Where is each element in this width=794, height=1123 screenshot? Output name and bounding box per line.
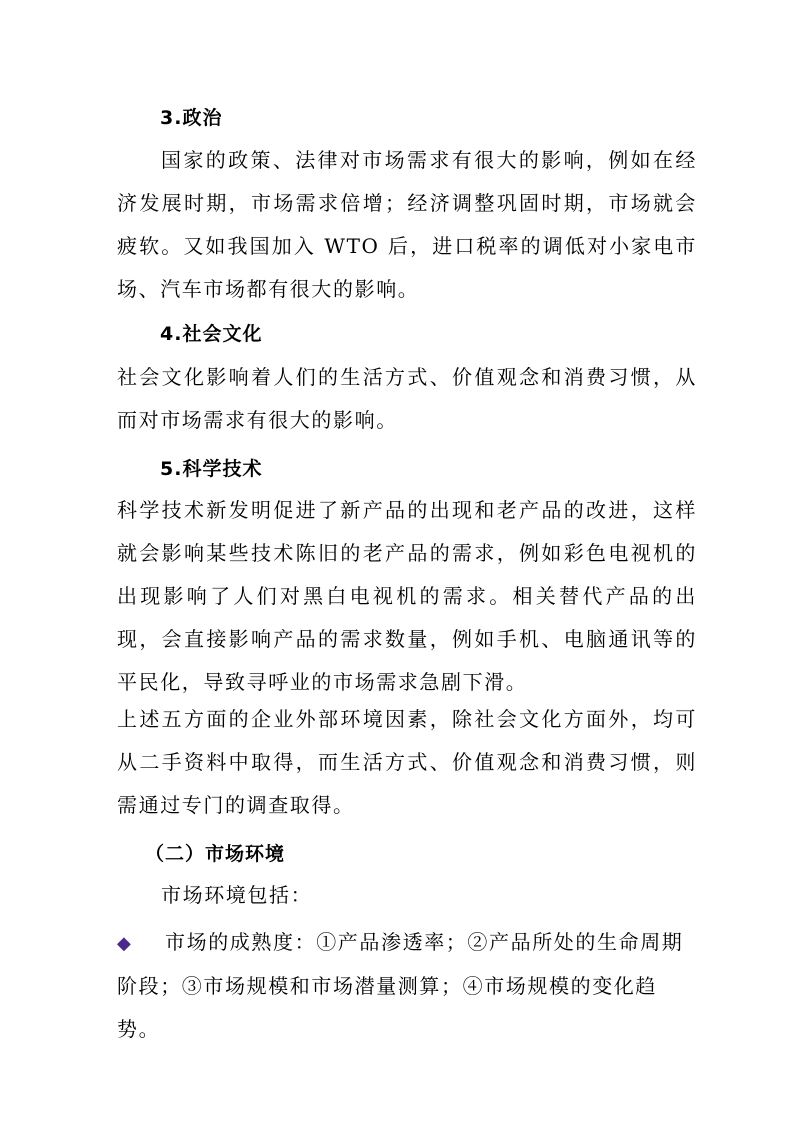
section-heading-market: （二）市场环境 bbox=[145, 843, 286, 865]
section-heading-technology: 5.科学技术 bbox=[160, 458, 263, 480]
section-heading-politics: 3.政治 bbox=[160, 107, 223, 129]
paragraph-summary: 上述五方面的企业外部环境因素，除社会文化方面外，均可从二手资料中取得，而生活方式、价值观念和消费习惯，则需通过专门的调查取得。 bbox=[117, 707, 697, 817]
paragraph-technology: 科学技术新发明促进了新产品的出现和老产品的改进，这样就会影响某些技术陈旧的老产品的需求，例如彩色电视机的出现影响了人们对黑白电视机的需求。相关替代产品的出现，会直接影响产品的需求数量，例如手机、电脑通讯等的平民化，导致寻呼业的市场需求急剧下滑。 bbox=[117, 498, 697, 694]
bullet-item bbox=[117, 921, 697, 1051]
bullet-item-text: 市场的成熟度：①产品渗透率；②产品所处的生命周期阶段；③市场规模和市场潜量测算；④市场规模的变化趋势。 bbox=[117, 930, 684, 1041]
paragraph-culture: 社会文化影响着人们的生活方式、价值观念和消费习惯，从而对市场需求有很大的影响。 bbox=[117, 365, 697, 432]
section-heading-culture: 4.社会文化 bbox=[160, 323, 263, 345]
diamond-bullet-icon: ◆ bbox=[117, 933, 133, 954]
paragraph-politics: 国家的政策、法律对市场需求有很大的影响，例如在经济发展时期，市场需求倍增；经济调整巩固时期，市场就会疲软。又如我国加入 WTO 后，进口税率的调低对小家电市场、汽车市场都有很大的影响。 bbox=[117, 148, 697, 301]
market-intro: 市场环境包括： bbox=[161, 883, 313, 907]
